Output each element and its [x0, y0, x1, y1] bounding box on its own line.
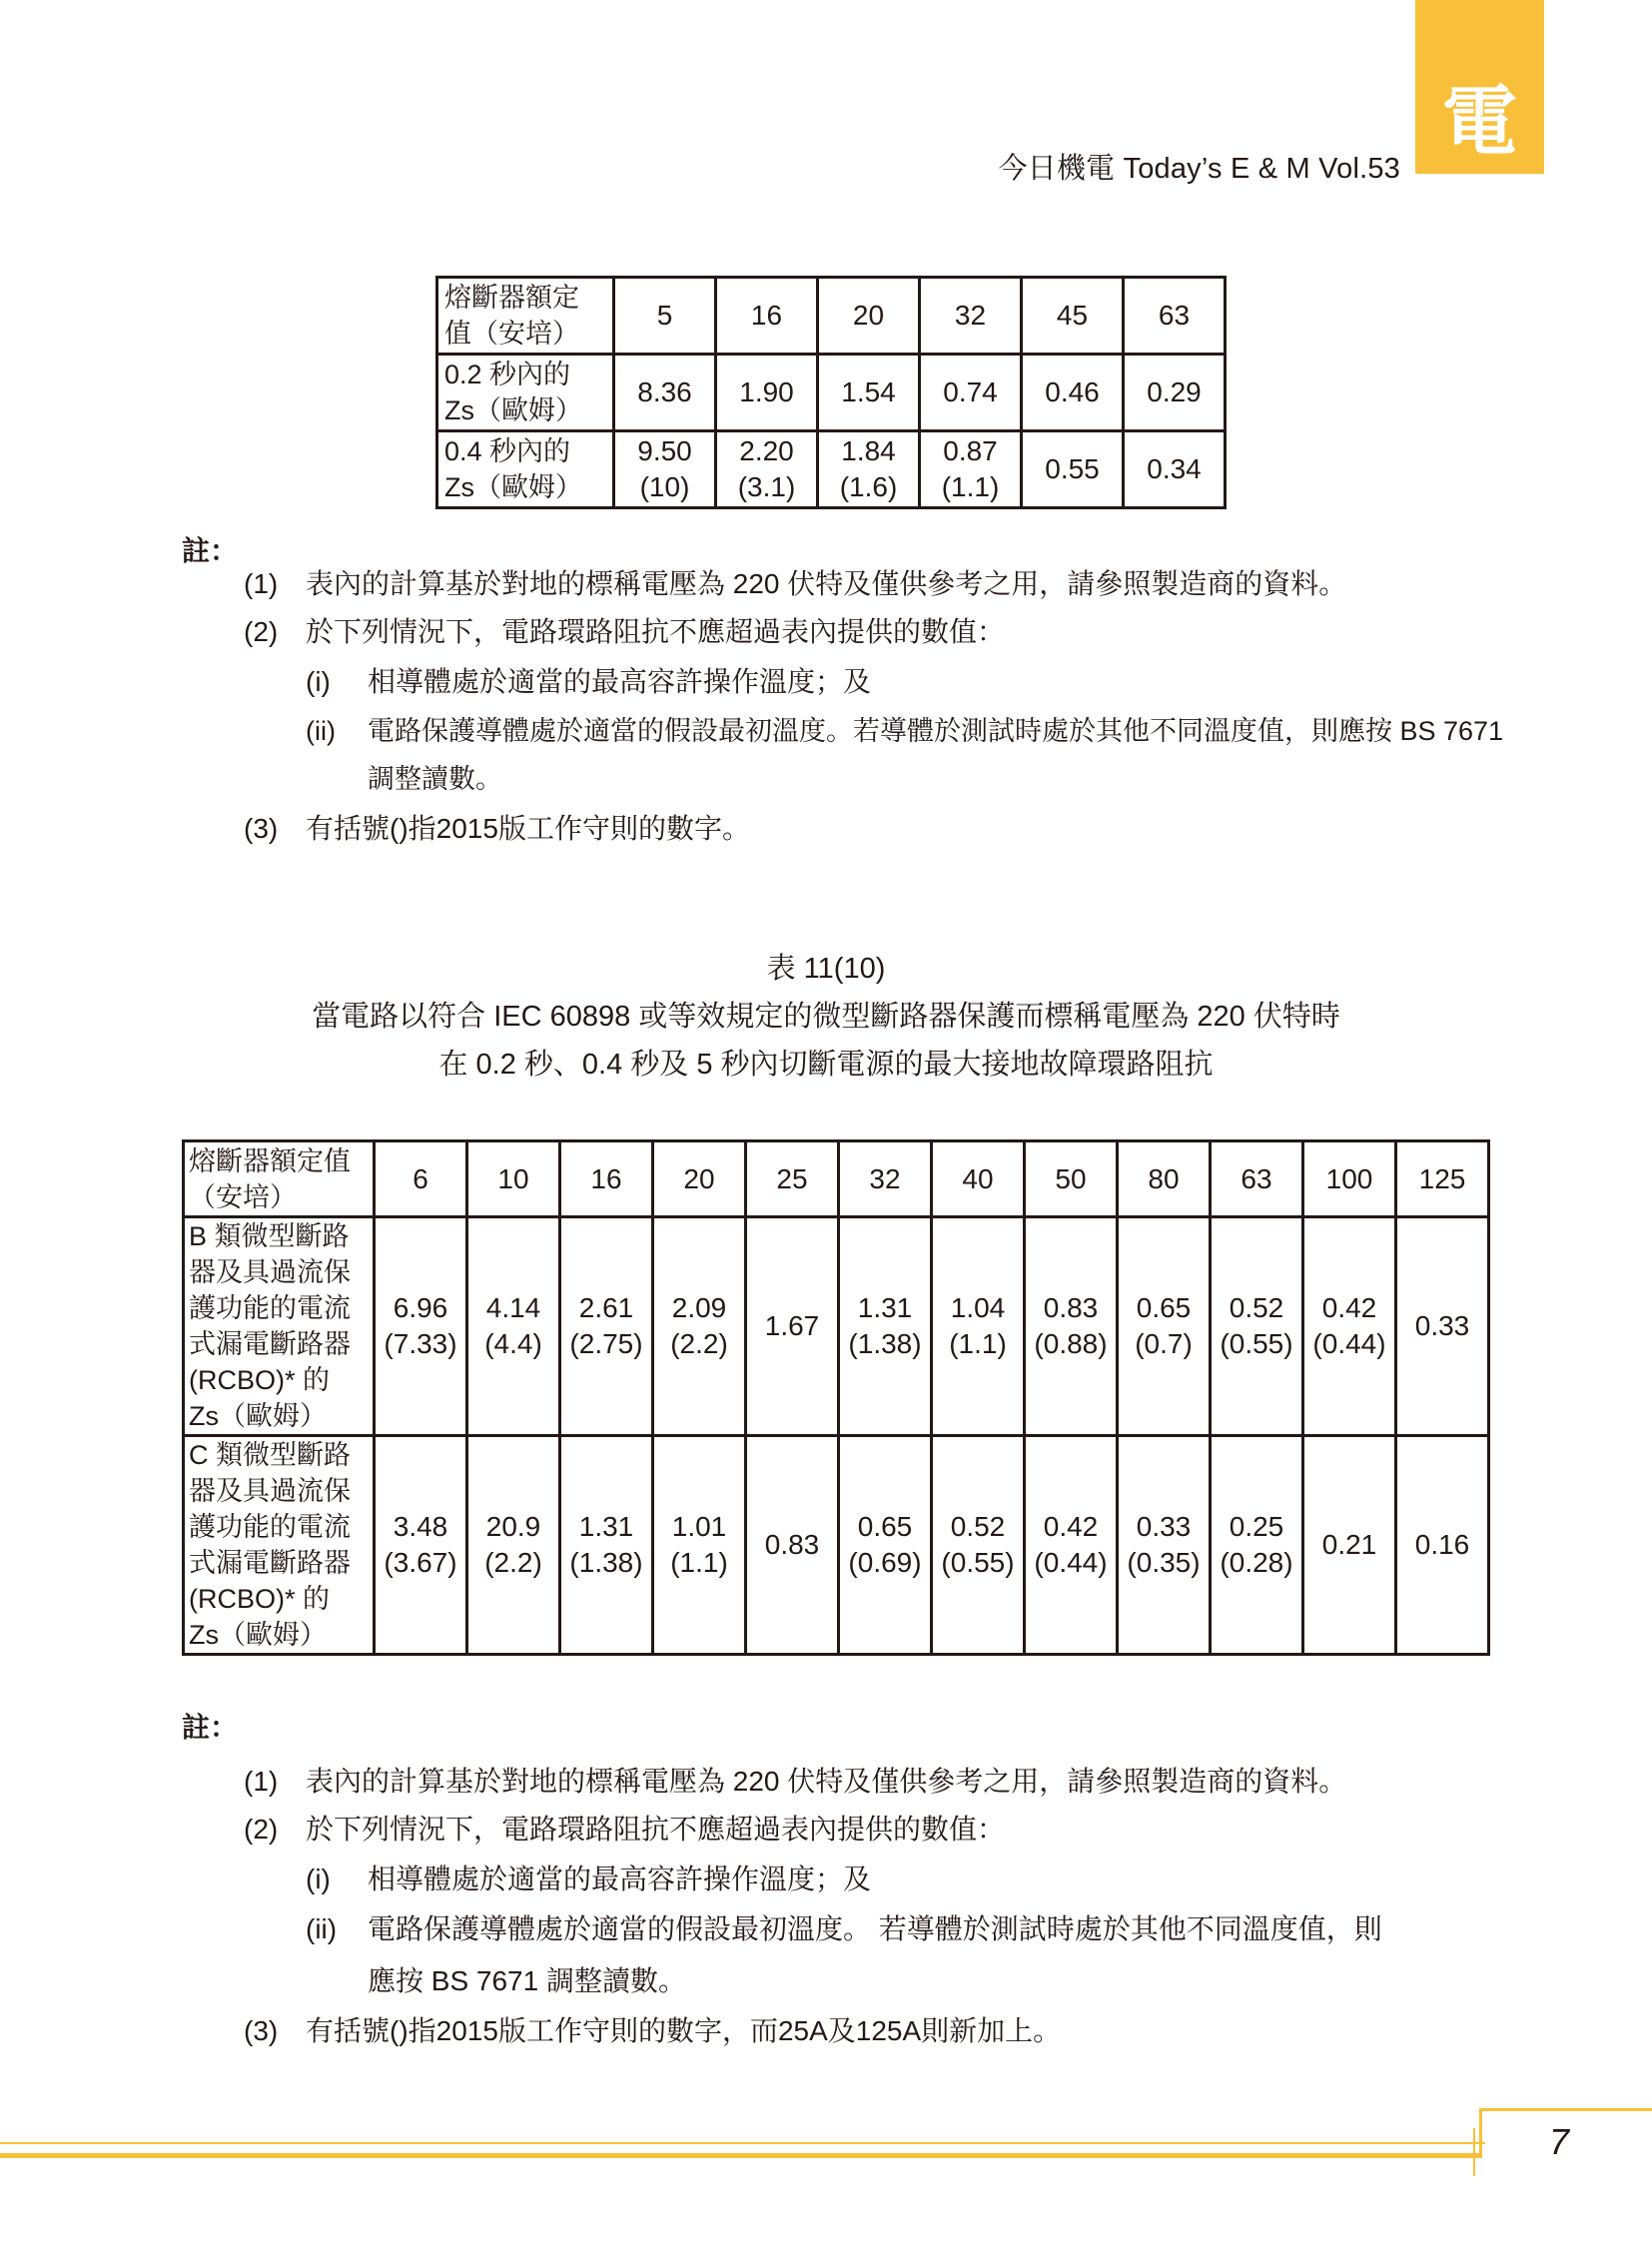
notes-title: 註：	[182, 535, 239, 566]
value-line: (2.75)	[569, 1328, 643, 1359]
note-text: 相導體處於適當的最高容許操作溫度；及	[368, 666, 872, 697]
row-label-line: Zs（歐姆）	[189, 1620, 327, 1650]
row-label-cell	[437, 355, 614, 431]
row-label-line: 0.4 秒內的	[444, 436, 571, 466]
rating-cell: 25	[746, 1141, 839, 1217]
value-line: (3.1)	[737, 471, 796, 502]
value-line: 2.20	[739, 435, 794, 466]
row-label-line: (RCBO)* 的	[189, 1365, 330, 1395]
row-header-cell	[184, 1141, 375, 1217]
note-item	[244, 1760, 1346, 1800]
note-text: 電路保護導體處於適當的假設最初溫度。若導體於測試時處於其他不同溫度值，則應按 BS 7671	[368, 716, 1504, 746]
header-label-line: 熔斷器額定值	[189, 1145, 351, 1176]
value-line: 1.84	[841, 435, 896, 466]
rating-cell: 80	[1118, 1141, 1211, 1217]
value-line: 0.33	[1136, 1511, 1192, 1542]
rating-cell: 63	[1124, 278, 1226, 355]
value-line: (0.44)	[1312, 1328, 1386, 1359]
row-label-cell	[184, 1217, 375, 1436]
table-row	[184, 1436, 1489, 1655]
rating-cell: 20	[653, 1141, 746, 1217]
value-line: 0.46	[1045, 376, 1100, 407]
table-header-row	[437, 278, 1226, 355]
note-number: (3)	[244, 2015, 279, 2046]
value-line: (2.2)	[484, 1547, 542, 1578]
rating-cell: 20	[818, 278, 920, 355]
value-cell	[1118, 1436, 1211, 1655]
row-label-line: Zs（歐姆）	[189, 1401, 327, 1431]
value-cell	[1025, 1217, 1118, 1436]
value-line: 0.42	[1043, 1511, 1099, 1542]
note-item	[244, 2009, 1061, 2049]
value-line: (0.28)	[1220, 1547, 1293, 1578]
rating-cell: 50	[1025, 1141, 1118, 1217]
note-continuation: 調整讀數。	[368, 764, 502, 794]
value-cell	[746, 1217, 839, 1436]
value-cell	[1118, 1217, 1211, 1436]
note-number: (2)	[244, 616, 279, 647]
note-text: 於下列情況下，電路環路阻抗不應超過表內提供的數值：	[306, 1814, 1006, 1845]
rating-cell: 10	[467, 1141, 560, 1217]
footer-corner-vertical	[1479, 2108, 1482, 2158]
rating-cell: 32	[839, 1141, 932, 1217]
value-line: 0.83	[1043, 1292, 1099, 1323]
value-cell	[932, 1436, 1025, 1655]
value-cell	[818, 355, 920, 431]
note-text: 於下列情況下，電路環路阻抗不應超過表內提供的數值：	[306, 616, 1006, 647]
value-cell	[1124, 355, 1226, 431]
section-char: 電	[1441, 77, 1518, 166]
table-header-row	[184, 1141, 1489, 1217]
note-subitem	[306, 660, 871, 700]
value-line: 1.67	[764, 1310, 820, 1341]
value-cell	[1211, 1217, 1303, 1436]
footer-tick	[1473, 2128, 1475, 2176]
row-label-line: 器及具過流保	[189, 1476, 351, 1506]
row-header-cell	[437, 278, 614, 355]
row-label-line: Zs（歐姆）	[444, 472, 582, 502]
value-line: 9.50	[637, 435, 692, 466]
row-label-line: B 類微型斷路	[189, 1221, 350, 1251]
value-cell	[1211, 1436, 1303, 1655]
note-number: (ii)	[306, 716, 336, 746]
header-label-line: 值（安培）	[444, 319, 579, 349]
value-cell	[375, 1217, 467, 1436]
running-header: 今日機電 Today’s E & M Vol.53	[998, 153, 1400, 185]
value-line: 0.74	[943, 376, 998, 407]
rating-cell: 100	[1303, 1141, 1396, 1217]
rating-cell: 125	[1396, 1141, 1489, 1217]
rating-cell: 40	[932, 1141, 1025, 1217]
value-cell	[560, 1217, 653, 1436]
value-line: (0.44)	[1034, 1547, 1108, 1578]
value-line: 0.34	[1147, 453, 1202, 484]
note-item	[244, 610, 1005, 650]
table-row	[184, 1217, 1489, 1436]
footer-rule-thick	[0, 2153, 1481, 2158]
mcb-zs-table	[182, 1139, 1490, 1656]
value-line: (1.38)	[569, 1547, 643, 1578]
row-label-line: 0.2 秒內的	[444, 360, 571, 389]
value-cell	[1303, 1436, 1396, 1655]
value-line: 1.31	[857, 1292, 913, 1323]
rating-cell: 63	[1211, 1141, 1303, 1217]
note-item	[244, 807, 750, 847]
value-line: 0.33	[1414, 1310, 1470, 1341]
note-subitem	[306, 1858, 871, 1897]
note-text: 表內的計算基於對地的標稱電壓為 220 伏特及僅供參考之用，請參照製造商的資料。	[306, 568, 1347, 599]
value-line: 0.29	[1147, 376, 1202, 407]
page-number: 7	[1549, 2121, 1570, 2162]
note-text: 有括號()指2015版工作守則的數字，而25A及125A則新加上。	[306, 2015, 1062, 2046]
note-number: (i)	[306, 1864, 331, 1894]
value-cell	[1022, 355, 1124, 431]
value-cell	[1022, 431, 1124, 508]
row-label-line: 護功能的電流	[189, 1512, 351, 1542]
value-line: 0.52	[950, 1511, 1006, 1542]
value-line: 0.16	[1414, 1529, 1470, 1560]
value-cell	[839, 1436, 932, 1655]
row-label-line: Zs（歐姆）	[444, 395, 582, 425]
note-number: (2)	[244, 1814, 279, 1845]
table-row	[437, 355, 1226, 431]
footer-rule-thin	[0, 2142, 1485, 2144]
value-cell	[1124, 431, 1226, 508]
value-line: 1.54	[841, 376, 896, 407]
value-line: 0.87	[943, 435, 998, 466]
value-line: (1.38)	[848, 1328, 922, 1359]
note-number: (3)	[244, 813, 279, 844]
value-line: (1.6)	[839, 471, 898, 502]
value-line: 6.96	[393, 1292, 448, 1323]
value-line: 0.65	[857, 1511, 913, 1542]
row-label-cell	[437, 431, 614, 508]
value-line: 0.21	[1321, 1529, 1377, 1560]
note-text: 表內的計算基於對地的標稱電壓為 220 伏特及僅供參考之用，請參照製造商的資料。	[306, 1766, 1347, 1797]
value-cell	[920, 431, 1022, 508]
value-cell	[375, 1436, 467, 1655]
value-line: 20.9	[485, 1511, 541, 1542]
note-subitem	[306, 1907, 1382, 1947]
value-cell	[653, 1436, 746, 1655]
value-line: 1.90	[739, 376, 794, 407]
value-cell	[746, 1436, 839, 1655]
value-cell	[614, 431, 716, 508]
value-cell	[920, 355, 1022, 431]
value-line: (0.55)	[1220, 1328, 1293, 1359]
value-cell	[467, 1217, 560, 1436]
table-caption-number: 表 11(10)	[766, 953, 886, 985]
row-label-line: 式漏電斷路器	[189, 1548, 351, 1578]
value-cell	[1396, 1217, 1489, 1436]
row-label-line: 護功能的電流	[189, 1293, 351, 1323]
value-cell	[1025, 1436, 1118, 1655]
fuse-zs-table	[435, 276, 1227, 509]
note-number: (1)	[244, 1766, 279, 1797]
value-line: 0.65	[1136, 1292, 1192, 1323]
value-cell	[716, 355, 818, 431]
value-cell	[932, 1217, 1025, 1436]
value-line: (10)	[639, 471, 690, 502]
value-cell	[560, 1436, 653, 1655]
rating-cell: 6	[375, 1141, 467, 1217]
rating-cell: 32	[920, 278, 1022, 355]
rating-cell: 16	[716, 278, 818, 355]
value-line: 3.48	[393, 1511, 448, 1542]
note-text: 有括號()指2015版工作守則的數字。	[306, 813, 750, 844]
value-line: (7.33)	[384, 1328, 457, 1359]
value-line: (0.35)	[1127, 1547, 1201, 1578]
table-row	[437, 431, 1226, 508]
value-line: (1.1)	[949, 1328, 1007, 1359]
value-line: (4.4)	[484, 1328, 542, 1359]
value-line: 0.25	[1229, 1511, 1284, 1542]
value-line: 4.14	[485, 1292, 541, 1323]
value-line: 0.55	[1045, 453, 1100, 484]
note-text: 電路保護導體處於適當的假設最初溫度。 若導體於測試時處於其他不同溫度值，則	[368, 1913, 1382, 1944]
value-cell	[653, 1217, 746, 1436]
note-continuation: 應按 BS 7671 調整讀數。	[368, 1965, 686, 1996]
value-line: 0.52	[1229, 1292, 1284, 1323]
value-line: (1.1)	[941, 471, 1000, 502]
value-line: 0.42	[1321, 1292, 1377, 1323]
section-tab	[1415, 0, 1544, 174]
note-number: (ii)	[306, 1913, 338, 1944]
note-text: 相導體處於適當的最高容許操作溫度；及	[368, 1864, 872, 1894]
value-line: 1.01	[671, 1511, 727, 1542]
value-line: 0.83	[764, 1529, 820, 1560]
value-line: 8.36	[637, 376, 692, 407]
value-cell	[716, 431, 818, 508]
value-line: 1.31	[578, 1511, 634, 1542]
value-line: 2.09	[671, 1292, 727, 1323]
value-line: (0.55)	[941, 1547, 1015, 1578]
header-label-line: （安培）	[189, 1181, 297, 1212]
value-cell	[1396, 1436, 1489, 1655]
row-label-cell	[184, 1436, 375, 1655]
note-number: (1)	[244, 568, 279, 599]
value-cell	[839, 1217, 932, 1436]
value-line: (2.2)	[670, 1328, 728, 1359]
value-line: (0.69)	[848, 1547, 922, 1578]
value-cell	[614, 355, 716, 431]
table-caption-line1: 當電路以符合 IEC 60898 或等效規定的微型斷路器保護而標稱電壓為 220 伏特時	[312, 1001, 1340, 1033]
value-line: 2.61	[578, 1292, 634, 1323]
note-number: (i)	[306, 666, 331, 697]
value-line: 1.04	[950, 1292, 1006, 1323]
note-item	[244, 1808, 1005, 1848]
notes-title: 註：	[182, 1712, 239, 1743]
table-caption-line2: 在 0.2 秒、0.4 秒及 5 秒內切斷電源的最大接地故障環路阻抗	[438, 1049, 1214, 1081]
row-label-line: 器及具過流保	[189, 1257, 351, 1287]
value-line: (0.7)	[1135, 1328, 1193, 1359]
rating-cell: 16	[560, 1141, 653, 1217]
footer-corner-horizontal	[1479, 2108, 1652, 2111]
value-line: (0.88)	[1034, 1328, 1108, 1359]
note-subitem	[306, 709, 1503, 748]
value-line: (3.67)	[384, 1547, 457, 1578]
value-cell	[1303, 1217, 1396, 1436]
value-cell	[467, 1436, 560, 1655]
row-label-line: 式漏電斷路器	[189, 1329, 351, 1359]
note-item	[244, 562, 1346, 602]
value-line: (1.1)	[670, 1547, 728, 1578]
rating-cell: 45	[1022, 278, 1124, 355]
row-label-line: C 類微型斷路	[189, 1440, 351, 1470]
header-label-line: 熔斷器額定	[444, 283, 579, 313]
value-cell	[818, 431, 920, 508]
rating-cell: 5	[614, 278, 716, 355]
row-label-line: (RCBO)* 的	[189, 1584, 330, 1614]
